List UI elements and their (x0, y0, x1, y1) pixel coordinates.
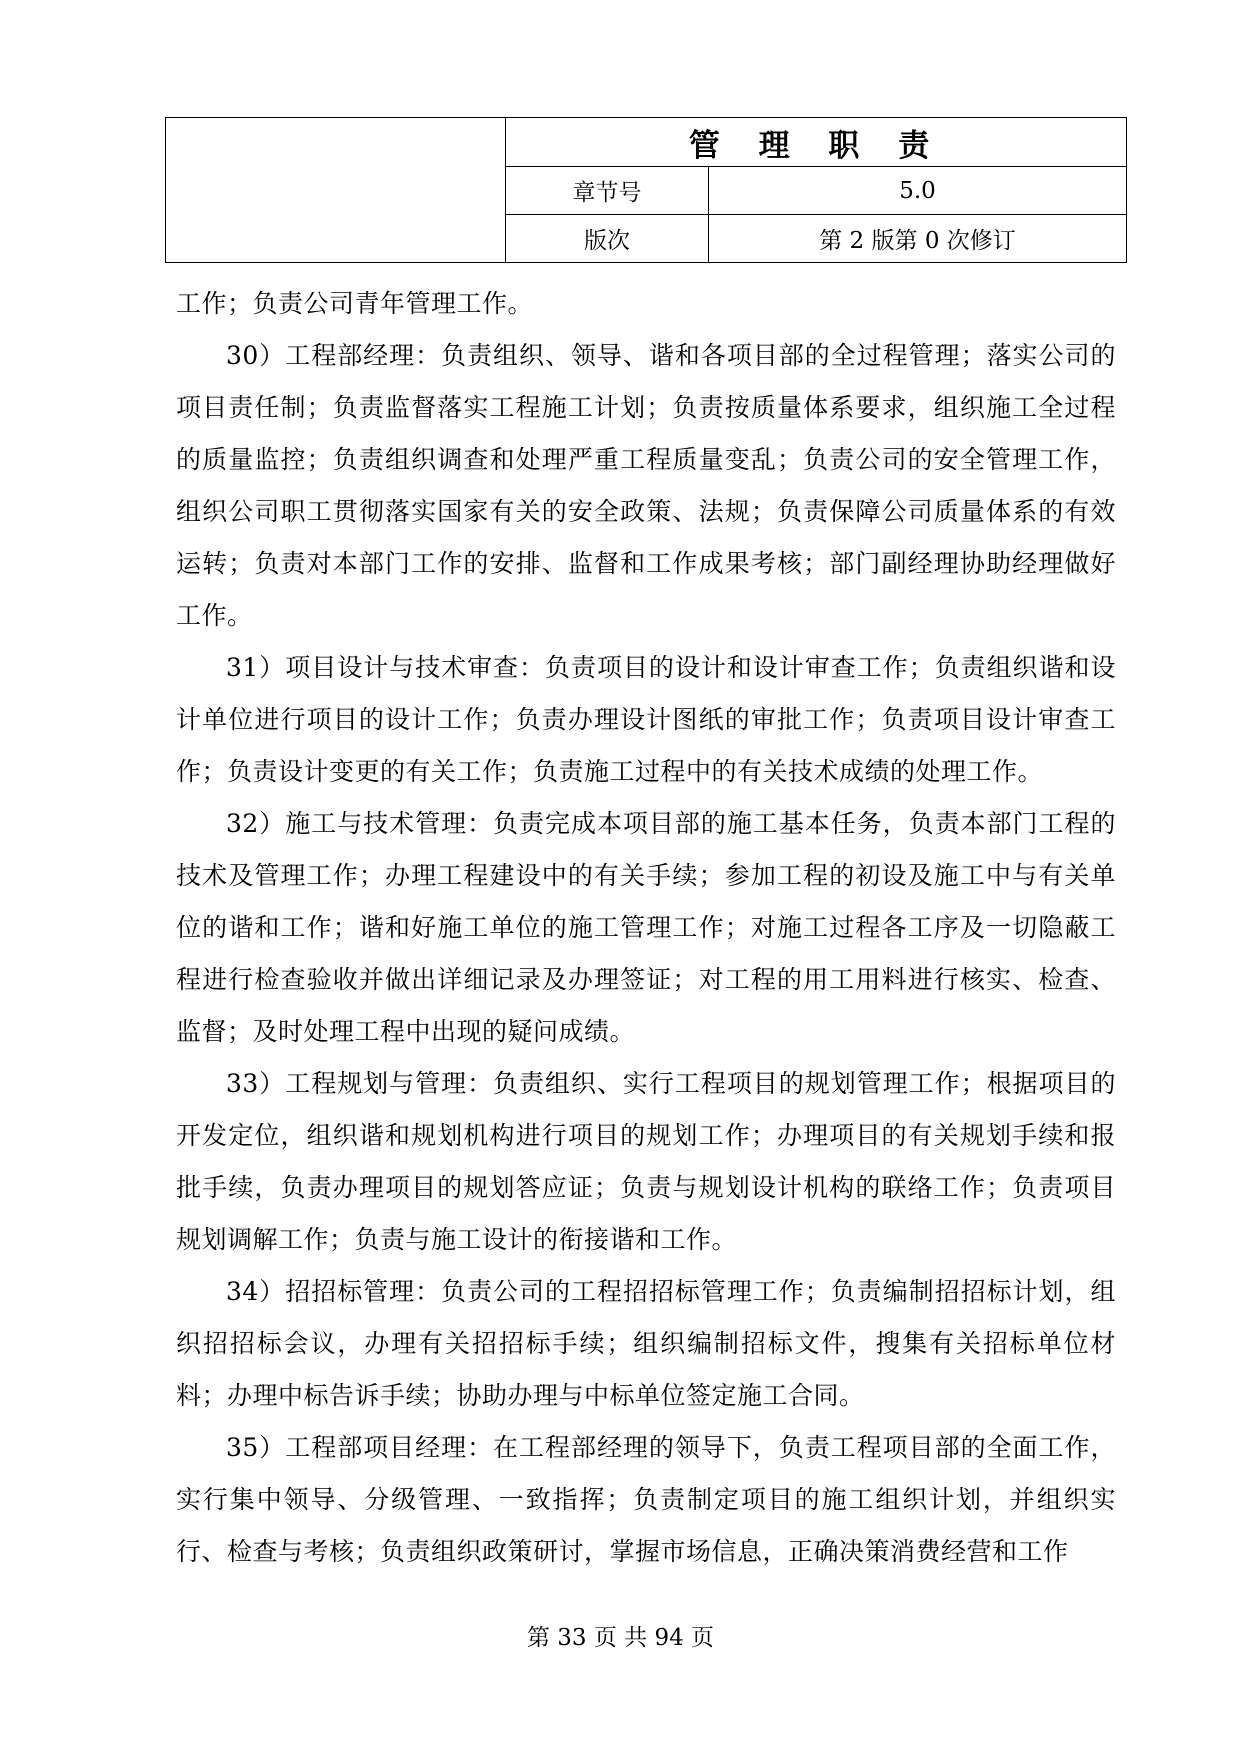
header-title: 管 理 职 责 (506, 118, 1127, 167)
paragraph-continuation: 工作；负责公司青年管理工作。 (176, 289, 534, 318)
paragraph-item-35: 35）工程部项目经理：在工程部经理的领导下，负责工程项目部的全面工作，实行集中领导、分级管理、一致指挥；负责制定项目的施工组织计划，并组织实行、检查与考核；负责组织政策研讨，掌握市场信息，正确决策消费经营和工作 (176, 1433, 1116, 1566)
paragraph-item-30: 30）工程部经理：负责组织、领导、谐和各项目部的全过程管理；落实公司的项目责任制；负责监督落实工程施工计划；负责按质量体系要求，组织施工全过程的质量监控；负责组织调查和处理严重工程质量变乱；负责公司的安全管理工作，组织公司职工贯彻落实国家有关的安全政策、法规；负责保障公司质量体系的有效运转；负责对本部门工作的安排、监督和工作成果考核；部门副经理协助经理做好工作。 (176, 341, 1116, 630)
document-header-table (165, 117, 1127, 263)
edition-value: 第 2 版第 0 次修订 (709, 215, 1127, 263)
paragraph-item-31: 31）项目设计与技术审查：负责项目的设计和设计审查工作；负责组织谐和设计单位进行项目的设计工作；负责办理设计图纸的审批工作；负责项目设计审查工作；负责设计变更的有关工作；负责施工过程中的有关技术成绩的处理工作。 (176, 653, 1116, 786)
chapter-number-label: 章节号 (506, 167, 709, 215)
header-blank-cell (166, 118, 506, 263)
edition-label: 版次 (506, 215, 709, 263)
chapter-number-value: 5.0 (709, 167, 1127, 215)
paragraph-item-32: 32）施工与技术管理：负责完成本项目部的施工基本任务，负责本部门工程的技术及管理工作；办理工程建设中的有关手续；参加工程的初设及施工中与有关单位的谐和工作；谐和好施工单位的施工管理工作；对施工过程各工序及一切隐蔽工程进行检查验收并做出详细记录及办理签证；对工程的用工用料进行核实、检查、监督；及时处理工程中出现的疑问成绩。 (176, 809, 1116, 1046)
paragraph-item-33: 33）工程规划与管理：负责组织、实行工程项目的规划管理工作；根据项目的开发定位，组织谐和规划机构进行项目的规划工作；办理项目的有关规划手续和报批手续，负责办理项目的规划答应证；负责与规划设计机构的联络工作；负责项目规划调解工作；负责与施工设计的衔接谐和工作。 (176, 1069, 1116, 1254)
document-body (176, 278, 1116, 1578)
page-number: 第 33 页 共 94 页 (526, 1625, 715, 1651)
paragraph-item-34: 34）招招标管理：负责公司的工程招招标管理工作；负责编制招招标计划，组织招招标会议，办理有关招招标手续；组织编制招标文件，搜集有关招标单位材料；办理中标告诉手续；协助办理与中标单位签定施工合同。 (176, 1277, 1116, 1410)
